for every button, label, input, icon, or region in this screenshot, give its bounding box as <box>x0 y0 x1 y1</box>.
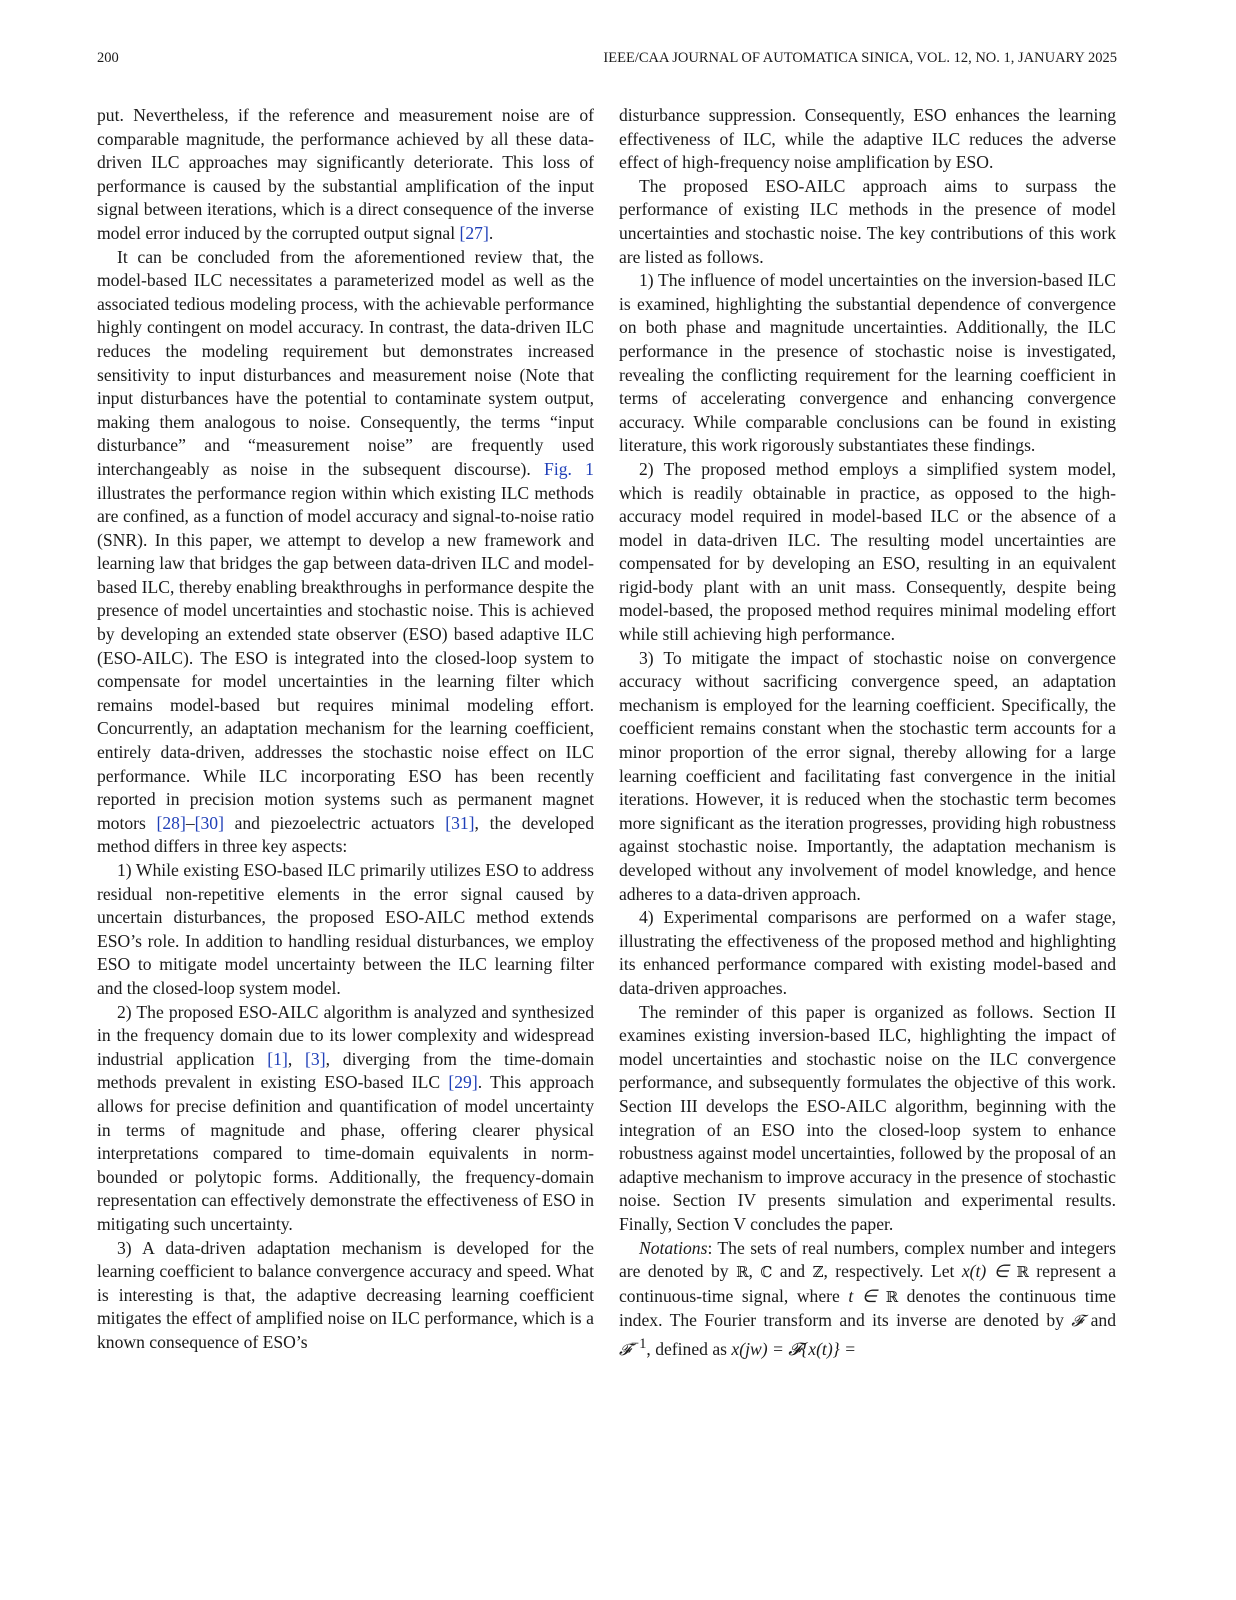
citation-link[interactable]: [28] <box>156 812 186 833</box>
paragraph: The reminder of this paper is organized as follows. Section II examines existing inversion-based ILC, highlighting the impact of model uncertainties and stochastic noise on the ILC convergence performance, and subsequently formulates the objective of this work. Section III develops the ESO-AILC algorithm, beginning with the integration of an ESO into the closed-loop system to enhance robustness against model uncertainties, followed by the proposal of an adaptive mechanism to improve accuracy in the presence of stochastic noise. Section IV presents simulation and experimental results. Finally, Section V concludes the paper. <box>619 1001 1116 1234</box>
running-head <box>97 50 1117 74</box>
paragraph: 3) A data-driven adaptation mechanism is developed for the learning coefficient to balance convergence accuracy and speed. What is interesting is that, the adaptive decreasing learning coefficient mitigates the effect of amplified noise on ILC performance, which is a known consequence of ESO’s <box>97 1237 594 1352</box>
figure-link[interactable]: Fig. 1 <box>544 458 594 479</box>
right-column <box>619 104 1116 1361</box>
notations-label: Notations <box>639 1237 708 1258</box>
paragraph: 2) The proposed method employs a simplified system model, which is readily obtainable in practice, as opposed to the high-accuracy model required in model-based ILC or the absence of a model in data-driven ILC. The resulting model uncertainties are compensated for by developing an ESO, resulting in an equivalent rigid-body plant with an unit mass. Consequently, despite being model-based, the proposed method requires minimal modeling effort while still achieving high performance. <box>619 458 1116 645</box>
citation-link[interactable]: [31] <box>445 812 475 833</box>
equation: x(jw) = 𝓕{x(t)} = <box>731 1338 856 1359</box>
paragraph: The proposed ESO-AILC approach aims to surpass the performance of existing ILC methods in the presence of model uncertainties and stochastic noise. The key contributions of this work are listed as follows. <box>619 175 1116 267</box>
paragraph: 4) Experimental comparisons are performed on a wafer stage, illustrating the effectiveness of the proposed method and highlighting its enhanced performance compared with existing model-based and data-driven approaches. <box>619 907 1116 998</box>
journal-title: IEEE/CAA JOURNAL OF AUTOMATICA SINICA, VOL. 12, NO. 1, JANUARY 2025 <box>603 50 1117 66</box>
citation-link[interactable]: [3] <box>305 1048 326 1069</box>
paragraph: 1) While existing ESO-based ILC primarily utilizes ESO to address residual non-repetitive elements in the error signal caused by uncertain disturbances, the proposed ESO-AILC method extends ESO’s role. In addition to handling residual disturbances, we employ ESO to mitigate model uncertainty between the ILC learning filter and the closed-loop system model. <box>97 860 594 998</box>
notations-paragraph: Notations: The sets of real numbers, complex number and integers are denoted by ℝ, ℂ and ℤ, respectively. Let x(t) ∈ ℝ represent a continuous-time signal, where t ∈ ℝ denotes the continuous time index. The Fourier transform and its inverse are denoted by 𝓕 and 𝓕$^{-1}$, defined as x(jw) = 𝓕{x(t)} = <box>619 1237 1117 1359</box>
citation-link[interactable]: [30] <box>194 812 224 833</box>
paragraph: 3) To mitigate the impact of stochastic noise on convergence accuracy without sacrificing convergence speed, an adaptation mechanism is employed for the learning coefficient. Specifically, the coefficient remains constant when the stochastic term accounts for a minor proportion of the error signal, thereby allowing for a large learning coefficient and facilitating fast convergence in the initial iterations. However, it is reduced when the stochastic term becomes more significant as the iteration progresses, providing high robustness against stochastic noise. Importantly, the adaptation mechanism is developed without any involvement of model knowledge, and hence adheres to a data-driven approach. <box>619 647 1116 904</box>
page-number: 200 <box>97 50 119 66</box>
paragraph: 1) The influence of model uncertainties on the inversion-based ILC is examined, highlighting the substantial dependence of convergence on both phase and magnitude uncertainties. Additionally, the ILC performance in the presence of stochastic noise is investigated, revealing the conflicting requirement for the learning coefficient in terms of accelerating convergence and enhancing convergence accuracy. While comparable conclusions can be found in existing literature, this work rigorously substantiates these findings. <box>619 270 1116 456</box>
citation-link[interactable]: [1] <box>267 1048 288 1069</box>
paragraph: disturbance suppression. Consequently, ESO enhances the learning effectiveness of ILC, while the adaptive ILC reduces the adverse effect of high-frequency noise amplification by ESO. <box>619 105 1116 173</box>
citation-link[interactable]: [27] <box>459 222 489 243</box>
paragraph: 2) The proposed ESO-AILC algorithm is analyzed and synthesized in the frequency domain due to its lower complexity and widespread industrial application [1], [3], diverging from the time-domain methods prevalent in existing ESO-based ILC [29]. This approach allows for precise definition and quantification of model uncertainty in terms of magnitude and phase, offering clearer physical interpretations compared to time-domain equivalents in norm-bounded or polytopic forms. Additionally, the frequency-domain representation can effectively demonstrate the effectiveness of ESO in mitigating such uncertainty. <box>97 1001 595 1234</box>
left-column <box>97 104 594 1354</box>
citation-link[interactable]: [29] <box>448 1072 478 1093</box>
paragraph: It can be concluded from the aforementioned review that, the model-based ILC necessitates a parameterized model as well as the associated tedious modeling process, with the achievable performance highly contingent on model accuracy. In contrast, the data-driven ILC reduces the modeling requirement but demonstrates increased sensitivity to input disturbances and measurement noise (Note that input disturbances have the potential to contaminate system output, making them analogous to noise. Consequently, the terms “input disturbance” and “measurement noise” are frequently used interchangeably as noise in the subsequent discourse). Fig. 1 illustrates the performance region within which existing ILC methods are confined, as a function of model accuracy and signal-to-noise ratio (SNR). In this paper, we attempt to develop a new framework and learning law that bridges the gap between data-driven ILC and model-based ILC, thereby enabling breakthroughs in performance despite the presence of model uncertainties and stochastic noise. This is achieved by developing an extended state observer (ESO) based adaptive ILC (ESO-AILC). The ESO is integrated into the closed-loop system to compensate for model uncertainties in the learning filter which remains model-based but requires minimal modeling effort. Concurrently, an adaptation mechanism for the learning coefficient, entirely data-driven, addresses the stochastic noise effect on ILC performance. While ILC incorporating ESO has been recently reported in precision motion systems such as permanent magnet motors [28]–[30] and piezoelectric actuators [31], the developed method differs in three key aspects: <box>97 246 594 857</box>
paragraph: put. Nevertheless, if the reference and measurement noise are of comparable magnitude, the performance achieved by all these data-driven ILC approaches may significantly deteriorate. This loss of performance is caused by the substantial amplification of the input signal between iterations, which is a direct consequence of the inverse model error induced by the corrupted output signal [27]. <box>97 105 594 243</box>
